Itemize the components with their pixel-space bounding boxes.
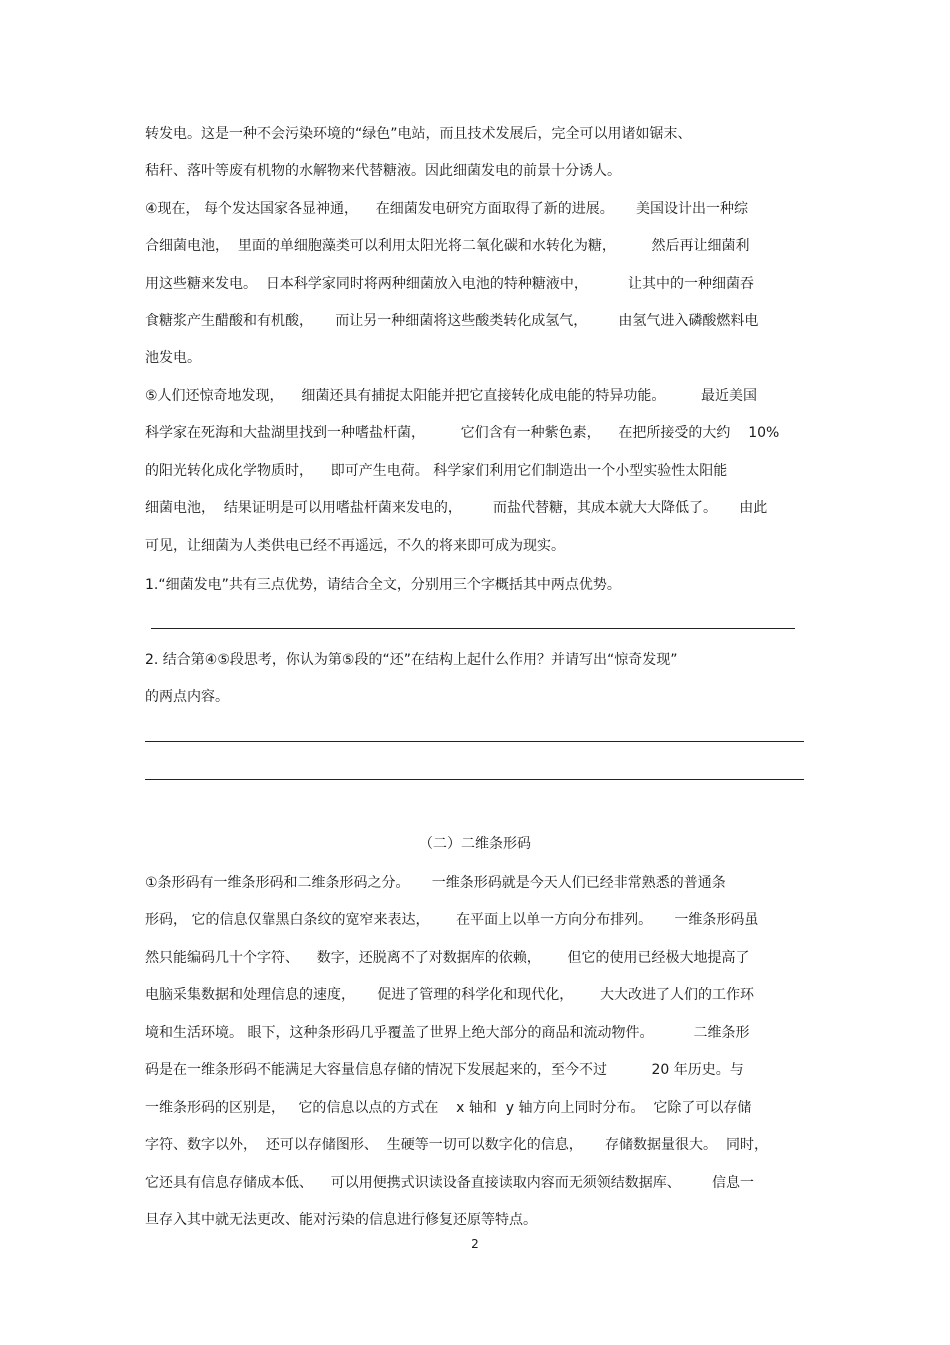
text-line: 它还具有信息存储成本低、 可以用便携式识读设备直接读取内容而无须领结数据库、 信息一 bbox=[145, 1175, 754, 1191]
text-line: 然只能编码几十个字符、 数字，还脱离不了对数据库的依赖， 但它的使用已经极大地提高了 bbox=[145, 950, 750, 966]
text-line: 用这些糖来发电。 日本科学家同时将两种细菌放入电池的特种糖液中， 让其中的一种细菌吞 bbox=[145, 276, 754, 292]
text-line: 池发电。 bbox=[145, 350, 201, 366]
text-line: 科学家在死海和大盐湖里找到一种嗜盐杆菌， 它们含有一种紫色素， 在把所接受的大约 10% bbox=[145, 425, 780, 441]
question-1: 1.“细菌发电”共有三点优势，请结合全文，分别用三个字概括其中两点优势。 bbox=[145, 577, 621, 593]
section-title: （二）二维条形码 bbox=[419, 836, 531, 852]
text-line: 细菌电池， 结果证明是可以用嗜盐杆菌来发电的， 而盐代替糖，其成本就大大降低了。 由此 bbox=[145, 500, 768, 516]
page-number: 2 bbox=[471, 1237, 479, 1251]
question-2-cont: 的两点内容。 bbox=[145, 689, 229, 705]
text-line: ④现在， 每个发达国家各显神通， 在细菌发电研究方面取得了新的进展。 美国设计出一种综 bbox=[145, 201, 749, 217]
text-line: 合细菌电池， 里面的单细胞藻类可以利用太阳光将二氧化碳和水转化为糖， 然后再让细菌利 bbox=[145, 238, 750, 254]
text-line: 一维条形码的区别是， 它的信息以点的方式在 x 轴和 y 轴方向上同时分布。 它除了可以存储 bbox=[145, 1100, 752, 1116]
text-line: 字符、数字以外， 还可以存储图形、 生硬等一切可以数字化的信息， 存储数据量很大。 同时， bbox=[145, 1137, 768, 1153]
text-line: 旦存入其中就无法更改、能对污染的信息进行修复还原等特点。 bbox=[145, 1212, 537, 1228]
question-2: 2. 结合第④⑤段思考，你认为第⑤段的“还”在结构上起什么作用？并请写出“惊奇发现” bbox=[145, 652, 678, 668]
text-line: 可见，让细菌为人类供电已经不再遥远，不久的将来即可成为现实。 bbox=[145, 538, 565, 554]
text-line: ①条形码有一维条形码和二维条形码之分。 一维条形码就是今天人们已经非常熟悉的普通条 bbox=[145, 875, 726, 891]
text-line: 形码， 它的信息仅靠黑白条纹的宽窄来表达， 在平面上以单一方向分布排列。 一维条形码虽 bbox=[145, 912, 759, 928]
text-line: 境和生活环境。 眼下，这种条形码几乎覆盖了世界上绝大部分的商品和流动物件。 二维条形 bbox=[145, 1025, 750, 1041]
text-line: 码是在一维条形码不能满足大容量信息存储的情况下发展起来的，至今不过 20 年历史。与 bbox=[145, 1062, 744, 1078]
text-line: 食糖浆产生醋酸和有机酸， 而让另一种细菌将这些酸类转化成氢气， 由氢气进入磷酸燃料电 bbox=[145, 313, 759, 329]
text-line: 电脑采集数据和处理信息的速度， 促进了管理的科学化和现代化， 大大改进了人们的工作环 bbox=[145, 987, 754, 1003]
text-line: 的阳光转化成化学物质时， 即可产生电荷。 科学家们利用它们制造出一个小型实验性太阳能 bbox=[145, 463, 728, 479]
answer-line[interactable] bbox=[145, 779, 804, 780]
text-line: 秸秆、落叶等废有机物的水解物来代替糖液。因此细菌发电的前景十分诱人。 bbox=[145, 163, 621, 179]
text-line: 转发电。这是一种不会污染环境的“绿色”电站，而且技术发展后，完全可以用诸如锯末、 bbox=[145, 126, 692, 142]
answer-line[interactable] bbox=[151, 628, 795, 629]
answer-line[interactable] bbox=[145, 741, 804, 742]
text-line: ⑤人们还惊奇地发现， 细菌还具有捕捉太阳能并把它直接转化成电能的特异功能。 最近美国 bbox=[145, 388, 757, 404]
